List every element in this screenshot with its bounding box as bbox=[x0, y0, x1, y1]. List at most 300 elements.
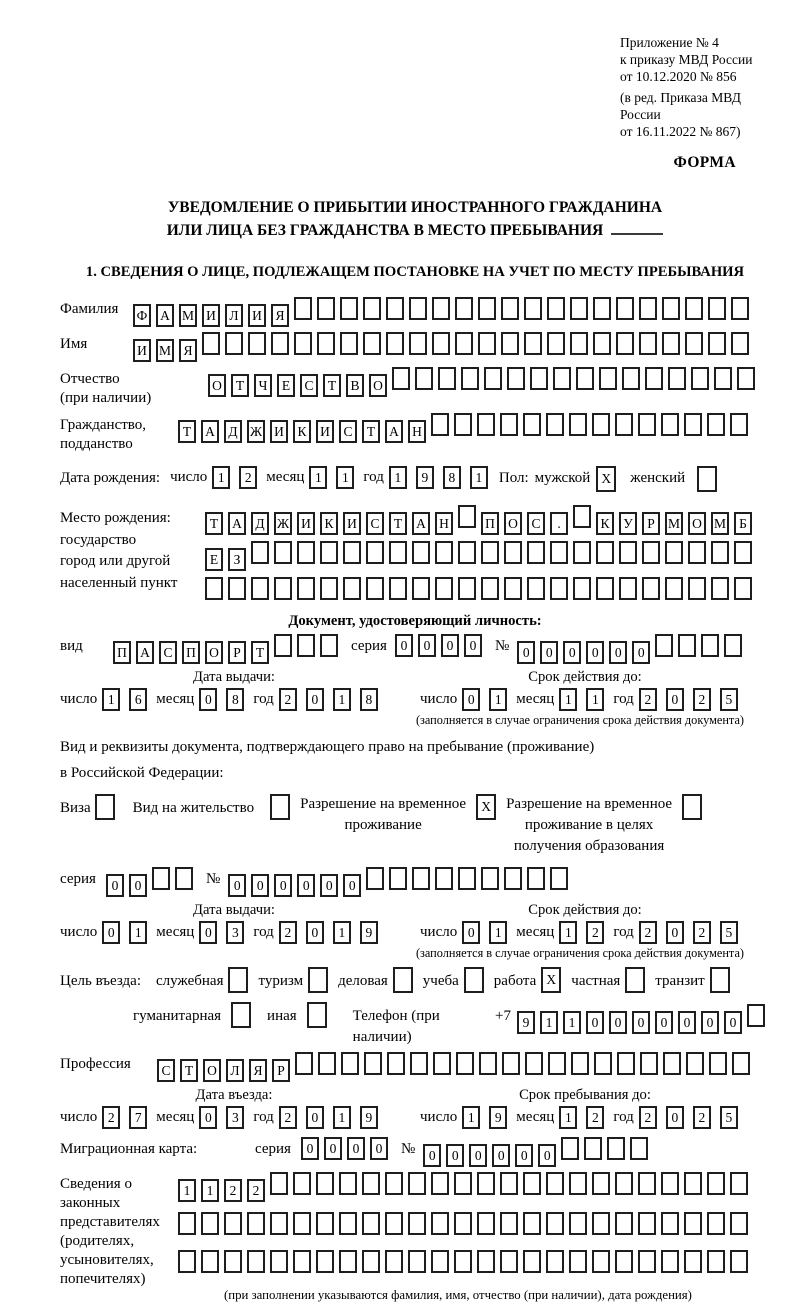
form-cell[interactable]: 0 bbox=[469, 1144, 487, 1167]
form-cell[interactable] bbox=[317, 332, 335, 355]
legal-reps-cells-row1[interactable] bbox=[178, 1172, 753, 1202]
form-cell[interactable]: 1 bbox=[333, 1106, 351, 1129]
form-cell[interactable]: 2 bbox=[279, 921, 297, 944]
identity-valid-year-cells[interactable] bbox=[639, 688, 747, 711]
form-cell[interactable]: 1 bbox=[201, 1179, 219, 1202]
form-cell[interactable] bbox=[527, 867, 545, 890]
form-cell[interactable]: 2 bbox=[279, 688, 297, 711]
form-cell[interactable] bbox=[409, 332, 427, 355]
form-cell[interactable] bbox=[362, 1250, 380, 1273]
form-cell[interactable]: 0 bbox=[540, 641, 558, 664]
form-cell[interactable]: И bbox=[133, 339, 151, 362]
form-cell[interactable] bbox=[477, 1212, 495, 1235]
form-cell[interactable] bbox=[661, 1212, 679, 1235]
form-cell[interactable]: 2 bbox=[247, 1179, 265, 1202]
form-cell[interactable]: 8 bbox=[443, 466, 461, 489]
form-cell[interactable] bbox=[438, 367, 456, 390]
identity-issue-day-cells[interactable] bbox=[102, 688, 156, 711]
form-cell[interactable] bbox=[714, 367, 732, 390]
form-cell[interactable] bbox=[293, 1212, 311, 1235]
residence-valid-day-cells[interactable] bbox=[462, 921, 516, 944]
form-cell[interactable]: 1 bbox=[559, 688, 577, 711]
form-cell[interactable] bbox=[479, 1052, 497, 1075]
form-cell[interactable]: 1 bbox=[389, 466, 407, 489]
stay-day-cells[interactable] bbox=[462, 1106, 516, 1129]
form-cell[interactable] bbox=[454, 413, 472, 436]
form-cell[interactable] bbox=[524, 332, 542, 355]
surname-cells[interactable] bbox=[133, 297, 754, 327]
form-cell[interactable]: 0 bbox=[464, 634, 482, 657]
form-cell[interactable] bbox=[527, 577, 545, 600]
form-cell[interactable]: 2 bbox=[102, 1106, 120, 1129]
form-cell[interactable] bbox=[662, 332, 680, 355]
form-cell[interactable]: 1 bbox=[559, 1106, 577, 1129]
form-cell[interactable] bbox=[501, 332, 519, 355]
form-cell[interactable] bbox=[596, 577, 614, 600]
identity-valid-month-cells[interactable] bbox=[559, 688, 613, 711]
form-cell[interactable] bbox=[640, 1052, 658, 1075]
form-cell[interactable]: 0 bbox=[106, 874, 124, 897]
form-cell[interactable]: 0 bbox=[199, 1106, 217, 1129]
form-cell[interactable]: 0 bbox=[655, 1011, 673, 1034]
entry-month-cells[interactable] bbox=[199, 1106, 253, 1129]
form-cell[interactable] bbox=[274, 634, 292, 657]
form-cell[interactable] bbox=[668, 367, 686, 390]
form-cell[interactable]: 0 bbox=[678, 1011, 696, 1034]
form-cell[interactable] bbox=[686, 1052, 704, 1075]
form-cell[interactable] bbox=[731, 332, 749, 355]
form-cell[interactable]: 0 bbox=[462, 688, 480, 711]
form-cell[interactable]: 0 bbox=[586, 641, 604, 664]
form-cell[interactable]: 5 bbox=[720, 688, 738, 711]
form-cell[interactable] bbox=[592, 1250, 610, 1273]
form-cell[interactable] bbox=[616, 332, 634, 355]
purpose-other-checkbox[interactable] bbox=[307, 1002, 327, 1033]
form-cell[interactable] bbox=[697, 466, 717, 492]
form-cell[interactable] bbox=[389, 541, 407, 564]
form-cell[interactable]: 2 bbox=[639, 688, 657, 711]
form-cell[interactable] bbox=[730, 413, 748, 436]
form-cell[interactable] bbox=[297, 541, 315, 564]
form-cell[interactable] bbox=[500, 1212, 518, 1235]
form-cell[interactable]: С bbox=[366, 512, 384, 535]
form-cell[interactable] bbox=[202, 332, 220, 355]
form-cell[interactable] bbox=[410, 1052, 428, 1075]
form-cell[interactable]: 2 bbox=[279, 1106, 297, 1129]
form-cell[interactable] bbox=[661, 1250, 679, 1273]
visa-checkbox[interactable] bbox=[95, 794, 115, 825]
form-cell[interactable] bbox=[507, 367, 525, 390]
form-cell[interactable]: А bbox=[385, 420, 403, 443]
form-cell[interactable]: А bbox=[228, 512, 246, 535]
form-cell[interactable] bbox=[477, 1172, 495, 1195]
purpose-humanitarian-checkbox[interactable] bbox=[231, 1002, 251, 1033]
form-cell[interactable] bbox=[320, 541, 338, 564]
form-cell[interactable]: 8 bbox=[226, 688, 244, 711]
form-cell[interactable]: 1 bbox=[102, 688, 120, 711]
form-cell[interactable]: С bbox=[300, 374, 318, 397]
form-cell[interactable] bbox=[724, 634, 742, 657]
form-cell[interactable]: Т bbox=[231, 374, 249, 397]
form-cell[interactable] bbox=[734, 541, 752, 564]
residence-issue-day-cells[interactable] bbox=[102, 921, 156, 944]
identity-issue-month-cells[interactable] bbox=[199, 688, 253, 711]
form-cell[interactable]: Т bbox=[251, 641, 269, 664]
form-cell[interactable] bbox=[435, 867, 453, 890]
form-cell[interactable] bbox=[95, 794, 115, 820]
form-cell[interactable] bbox=[477, 1250, 495, 1273]
form-cell[interactable] bbox=[294, 332, 312, 355]
form-cell[interactable] bbox=[711, 577, 729, 600]
birth-day-cells[interactable] bbox=[212, 466, 266, 489]
form-cell[interactable] bbox=[625, 967, 645, 993]
form-cell[interactable]: 1 bbox=[586, 688, 604, 711]
form-cell[interactable] bbox=[362, 1172, 380, 1195]
form-cell[interactable]: И bbox=[316, 420, 334, 443]
form-cell[interactable] bbox=[684, 1212, 702, 1235]
form-cell[interactable]: 0 bbox=[446, 1144, 464, 1167]
form-cell[interactable]: П bbox=[481, 512, 499, 535]
form-cell[interactable]: 0 bbox=[609, 641, 627, 664]
form-cell[interactable]: 0 bbox=[423, 1144, 441, 1167]
form-cell[interactable]: Т bbox=[180, 1059, 198, 1082]
form-cell[interactable]: Ф bbox=[133, 304, 151, 327]
form-cell[interactable]: 0 bbox=[343, 874, 361, 897]
form-cell[interactable] bbox=[730, 1250, 748, 1273]
form-cell[interactable]: 0 bbox=[320, 874, 338, 897]
form-cell[interactable]: 0 bbox=[306, 921, 324, 944]
birth-month-cells[interactable] bbox=[309, 466, 363, 489]
form-cell[interactable]: 8 bbox=[360, 688, 378, 711]
form-cell[interactable] bbox=[316, 1250, 334, 1273]
form-cell[interactable] bbox=[596, 541, 614, 564]
form-cell[interactable] bbox=[546, 1250, 564, 1273]
form-cell[interactable] bbox=[458, 867, 476, 890]
form-cell[interactable]: 2 bbox=[239, 466, 257, 489]
form-cell[interactable]: 0 bbox=[251, 874, 269, 897]
form-cell[interactable] bbox=[682, 794, 702, 820]
form-cell[interactable] bbox=[484, 367, 502, 390]
form-cell[interactable] bbox=[297, 577, 315, 600]
form-cell[interactable] bbox=[747, 1004, 765, 1027]
form-cell[interactable] bbox=[570, 297, 588, 320]
form-cell[interactable] bbox=[638, 1212, 656, 1235]
form-cell[interactable] bbox=[412, 577, 430, 600]
form-cell[interactable] bbox=[615, 1172, 633, 1195]
form-cell[interactable] bbox=[547, 297, 565, 320]
stay-month-cells[interactable] bbox=[559, 1106, 613, 1129]
form-cell[interactable]: 0 bbox=[701, 1011, 719, 1034]
form-cell[interactable] bbox=[271, 332, 289, 355]
form-cell[interactable]: Е bbox=[277, 374, 295, 397]
form-cell[interactable] bbox=[458, 577, 476, 600]
residence-doc-number-cells[interactable] bbox=[228, 867, 573, 897]
entry-year-cells[interactable] bbox=[279, 1106, 387, 1129]
form-cell[interactable] bbox=[523, 1250, 541, 1273]
form-cell[interactable] bbox=[655, 634, 673, 657]
form-cell[interactable] bbox=[478, 332, 496, 355]
form-cell[interactable] bbox=[366, 867, 384, 890]
form-cell[interactable]: Ж bbox=[274, 512, 292, 535]
form-cell[interactable]: 0 bbox=[102, 921, 120, 944]
form-cell[interactable]: 0 bbox=[199, 921, 217, 944]
form-cell[interactable] bbox=[454, 1212, 472, 1235]
form-cell[interactable]: О bbox=[688, 512, 706, 535]
form-cell[interactable]: 2 bbox=[693, 688, 711, 711]
form-cell[interactable] bbox=[576, 367, 594, 390]
form-cell[interactable] bbox=[607, 1137, 625, 1160]
form-cell[interactable]: Я bbox=[249, 1059, 267, 1082]
temp-residence-checkbox[interactable] bbox=[476, 794, 496, 820]
residence-issue-month-cells[interactable] bbox=[199, 921, 253, 944]
form-cell[interactable]: 0 bbox=[586, 1011, 604, 1034]
form-cell[interactable] bbox=[461, 367, 479, 390]
form-cell[interactable]: 1 bbox=[333, 921, 351, 944]
form-cell[interactable]: . bbox=[550, 512, 568, 535]
form-cell[interactable]: 0 bbox=[632, 1011, 650, 1034]
given-name-cells[interactable] bbox=[133, 332, 754, 362]
form-cell[interactable] bbox=[708, 332, 726, 355]
form-cell[interactable]: 0 bbox=[297, 874, 315, 897]
form-cell[interactable] bbox=[201, 1212, 219, 1235]
form-cell[interactable]: С bbox=[159, 641, 177, 664]
form-cell[interactable] bbox=[201, 1250, 219, 1273]
form-cell[interactable] bbox=[412, 867, 430, 890]
form-cell[interactable] bbox=[523, 1212, 541, 1235]
temp-residence-edu-checkbox[interactable] bbox=[682, 794, 702, 825]
form-cell[interactable] bbox=[708, 297, 726, 320]
form-cell[interactable]: 2 bbox=[639, 921, 657, 944]
form-cell[interactable] bbox=[270, 1250, 288, 1273]
form-cell[interactable] bbox=[569, 413, 587, 436]
form-cell[interactable] bbox=[550, 577, 568, 600]
form-cell[interactable] bbox=[688, 541, 706, 564]
form-cell[interactable] bbox=[387, 1052, 405, 1075]
form-cell[interactable] bbox=[392, 367, 410, 390]
form-cell[interactable] bbox=[231, 1002, 251, 1028]
form-cell[interactable]: 2 bbox=[693, 1106, 711, 1129]
form-cell[interactable] bbox=[701, 634, 719, 657]
form-cell[interactable]: 0 bbox=[517, 641, 535, 664]
form-cell[interactable] bbox=[524, 297, 542, 320]
form-cell[interactable] bbox=[454, 1172, 472, 1195]
form-cell[interactable]: 0 bbox=[609, 1011, 627, 1034]
form-cell[interactable] bbox=[730, 1172, 748, 1195]
form-cell[interactable] bbox=[573, 577, 591, 600]
form-cell[interactable] bbox=[431, 1212, 449, 1235]
form-cell[interactable]: 0 bbox=[306, 1106, 324, 1129]
form-cell[interactable] bbox=[710, 967, 730, 993]
purpose-official-checkbox[interactable] bbox=[228, 967, 248, 998]
form-cell[interactable] bbox=[385, 1172, 403, 1195]
form-cell[interactable] bbox=[339, 1250, 357, 1273]
form-cell[interactable]: 0 bbox=[462, 921, 480, 944]
form-cell[interactable] bbox=[569, 1212, 587, 1235]
form-cell[interactable]: 0 bbox=[347, 1137, 365, 1160]
form-cell[interactable] bbox=[408, 1250, 426, 1273]
form-cell[interactable]: В bbox=[346, 374, 364, 397]
form-cell[interactable] bbox=[366, 577, 384, 600]
form-cell[interactable]: 0 bbox=[492, 1144, 510, 1167]
form-cell[interactable] bbox=[550, 867, 568, 890]
form-cell[interactable] bbox=[385, 1250, 403, 1273]
form-cell[interactable]: И bbox=[248, 304, 266, 327]
form-cell[interactable]: О bbox=[369, 374, 387, 397]
form-cell[interactable]: 1 bbox=[489, 921, 507, 944]
form-cell[interactable] bbox=[339, 1212, 357, 1235]
form-cell[interactable] bbox=[530, 367, 548, 390]
identity-doc-number-cells[interactable] bbox=[517, 634, 747, 664]
form-cell[interactable] bbox=[573, 541, 591, 564]
form-cell[interactable]: 0 bbox=[724, 1011, 742, 1034]
form-cell[interactable] bbox=[642, 541, 660, 564]
form-cell[interactable] bbox=[228, 967, 248, 993]
form-cell[interactable] bbox=[318, 1052, 336, 1075]
form-cell[interactable] bbox=[734, 577, 752, 600]
entry-day-cells[interactable] bbox=[102, 1106, 156, 1129]
citizenship-cells[interactable] bbox=[178, 413, 753, 443]
form-cell[interactable]: 1 bbox=[129, 921, 147, 944]
form-cell[interactable] bbox=[178, 1212, 196, 1235]
form-cell[interactable] bbox=[638, 1172, 656, 1195]
form-cell[interactable] bbox=[639, 332, 657, 355]
identity-issue-year-cells[interactable] bbox=[279, 688, 387, 711]
form-cell[interactable] bbox=[731, 297, 749, 320]
form-cell[interactable] bbox=[645, 367, 663, 390]
form-cell[interactable]: Н bbox=[435, 512, 453, 535]
form-cell[interactable] bbox=[247, 1212, 265, 1235]
form-cell[interactable] bbox=[432, 332, 450, 355]
form-cell[interactable]: X bbox=[541, 967, 561, 993]
phone-cells[interactable] bbox=[517, 1004, 770, 1034]
birth-year-cells[interactable] bbox=[389, 466, 497, 489]
form-cell[interactable] bbox=[247, 1250, 265, 1273]
form-cell[interactable] bbox=[320, 634, 338, 657]
form-cell[interactable]: П bbox=[113, 641, 131, 664]
form-cell[interactable] bbox=[435, 577, 453, 600]
form-cell[interactable] bbox=[293, 1250, 311, 1273]
form-cell[interactable]: Р bbox=[642, 512, 660, 535]
form-cell[interactable] bbox=[415, 367, 433, 390]
form-cell[interactable] bbox=[707, 413, 725, 436]
form-cell[interactable]: Л bbox=[226, 1059, 244, 1082]
form-cell[interactable]: И bbox=[270, 420, 288, 443]
gender-female-checkbox[interactable] bbox=[697, 466, 717, 497]
form-cell[interactable] bbox=[412, 541, 430, 564]
form-cell[interactable]: О bbox=[203, 1059, 221, 1082]
form-cell[interactable] bbox=[205, 577, 223, 600]
form-cell[interactable] bbox=[251, 541, 269, 564]
form-cell[interactable] bbox=[458, 505, 476, 528]
form-cell[interactable] bbox=[251, 577, 269, 600]
form-cell[interactable] bbox=[594, 1052, 612, 1075]
form-cell[interactable] bbox=[293, 1172, 311, 1195]
form-cell[interactable] bbox=[711, 541, 729, 564]
form-cell[interactable] bbox=[477, 413, 495, 436]
legal-reps-cells-row3[interactable] bbox=[178, 1250, 753, 1278]
form-cell[interactable]: К bbox=[293, 420, 311, 443]
form-cell[interactable]: С bbox=[157, 1059, 175, 1082]
form-cell[interactable] bbox=[638, 1250, 656, 1273]
form-cell[interactable]: 0 bbox=[370, 1137, 388, 1160]
form-cell[interactable] bbox=[707, 1250, 725, 1273]
form-cell[interactable]: 0 bbox=[563, 641, 581, 664]
purpose-work-checkbox[interactable] bbox=[541, 967, 561, 993]
form-cell[interactable] bbox=[548, 1052, 566, 1075]
form-cell[interactable] bbox=[661, 1172, 679, 1195]
form-cell[interactable] bbox=[225, 332, 243, 355]
form-cell[interactable] bbox=[732, 1052, 750, 1075]
form-cell[interactable] bbox=[615, 1212, 633, 1235]
form-cell[interactable] bbox=[274, 577, 292, 600]
form-cell[interactable] bbox=[316, 1212, 334, 1235]
form-cell[interactable]: Т bbox=[323, 374, 341, 397]
form-cell[interactable]: 2 bbox=[586, 921, 604, 944]
form-cell[interactable] bbox=[455, 297, 473, 320]
form-cell[interactable] bbox=[294, 297, 312, 320]
form-cell[interactable]: 0 bbox=[666, 688, 684, 711]
form-cell[interactable]: 2 bbox=[639, 1106, 657, 1129]
form-cell[interactable]: Е bbox=[205, 548, 223, 571]
form-cell[interactable] bbox=[571, 1052, 589, 1075]
form-cell[interactable] bbox=[454, 1250, 472, 1273]
form-cell[interactable] bbox=[481, 867, 499, 890]
form-cell[interactable] bbox=[592, 1212, 610, 1235]
form-cell[interactable]: 0 bbox=[632, 641, 650, 664]
form-cell[interactable]: 1 bbox=[336, 466, 354, 489]
profession-cells[interactable] bbox=[157, 1052, 755, 1082]
form-cell[interactable] bbox=[366, 541, 384, 564]
form-cell[interactable]: О bbox=[208, 374, 226, 397]
form-cell[interactable] bbox=[481, 541, 499, 564]
form-cell[interactable] bbox=[228, 577, 246, 600]
form-cell[interactable]: 0 bbox=[274, 874, 292, 897]
form-cell[interactable]: Т bbox=[389, 512, 407, 535]
form-cell[interactable] bbox=[561, 1137, 579, 1160]
form-cell[interactable] bbox=[433, 1052, 451, 1075]
form-cell[interactable]: 1 bbox=[333, 688, 351, 711]
form-cell[interactable] bbox=[389, 867, 407, 890]
form-cell[interactable] bbox=[343, 541, 361, 564]
form-cell[interactable] bbox=[307, 1002, 327, 1028]
form-cell[interactable]: Т bbox=[205, 512, 223, 535]
identity-doc-series-cells[interactable] bbox=[395, 634, 487, 657]
form-cell[interactable] bbox=[639, 297, 657, 320]
form-cell[interactable]: 0 bbox=[324, 1137, 342, 1160]
form-cell[interactable]: Ч bbox=[254, 374, 272, 397]
form-cell[interactable]: Д bbox=[224, 420, 242, 443]
form-cell[interactable] bbox=[569, 1250, 587, 1273]
form-cell[interactable] bbox=[592, 1172, 610, 1195]
form-cell[interactable]: 1 bbox=[540, 1011, 558, 1034]
form-cell[interactable]: М bbox=[156, 339, 174, 362]
form-cell[interactable] bbox=[527, 541, 545, 564]
form-cell[interactable]: М bbox=[179, 304, 197, 327]
form-cell[interactable]: X bbox=[596, 466, 616, 492]
stay-year-cells[interactable] bbox=[639, 1106, 747, 1129]
form-cell[interactable] bbox=[343, 577, 361, 600]
form-cell[interactable] bbox=[386, 332, 404, 355]
form-cell[interactable] bbox=[546, 1172, 564, 1195]
form-cell[interactable]: 2 bbox=[586, 1106, 604, 1129]
form-cell[interactable] bbox=[630, 1137, 648, 1160]
form-cell[interactable] bbox=[688, 577, 706, 600]
form-cell[interactable] bbox=[500, 1172, 518, 1195]
residence-issue-year-cells[interactable] bbox=[279, 921, 387, 944]
form-cell[interactable] bbox=[709, 1052, 727, 1075]
form-cell[interactable] bbox=[615, 1250, 633, 1273]
form-cell[interactable] bbox=[270, 1172, 288, 1195]
